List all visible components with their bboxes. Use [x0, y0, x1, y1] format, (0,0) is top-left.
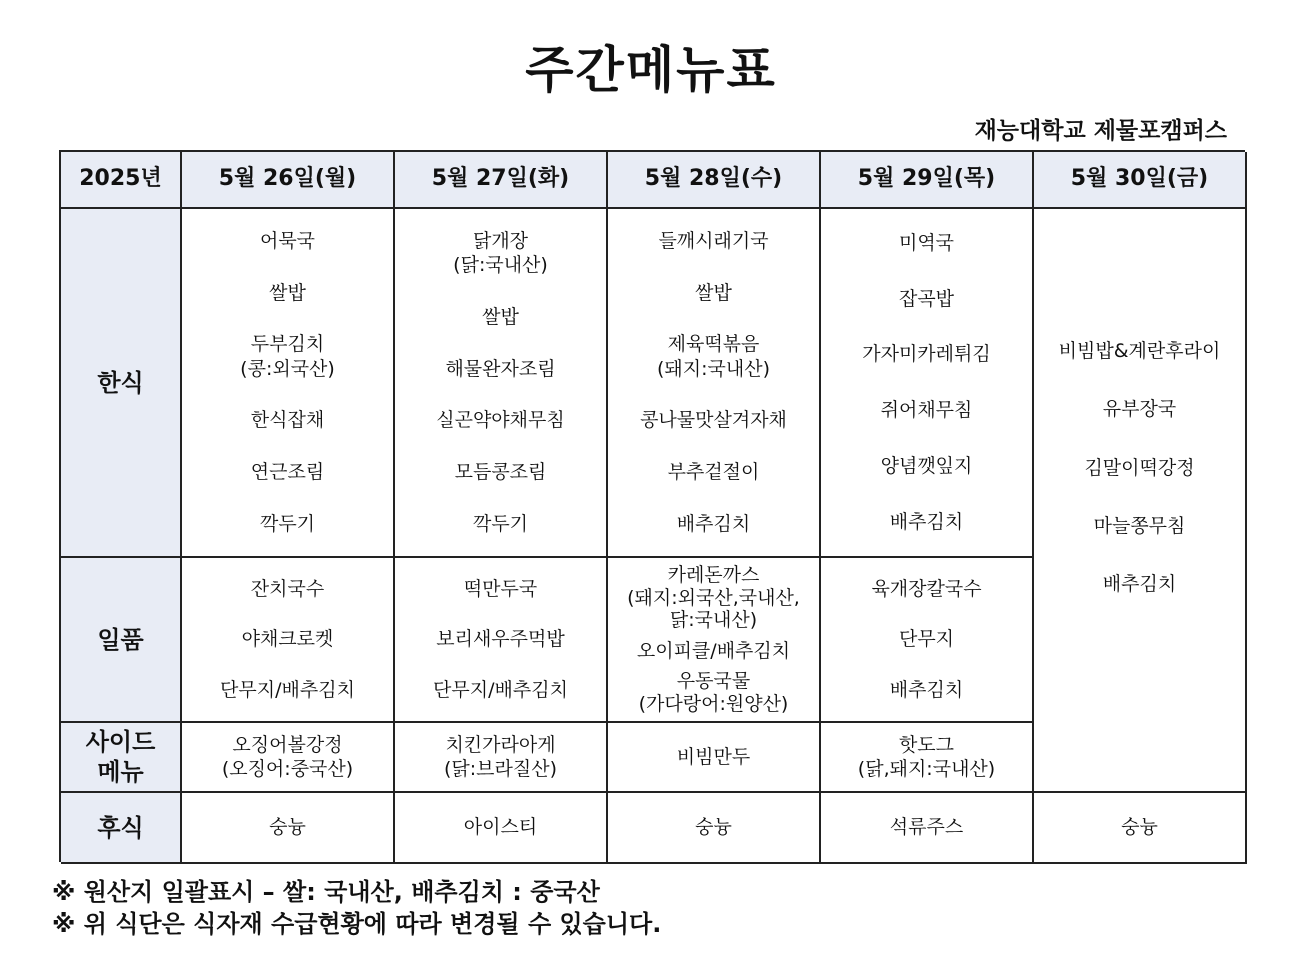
footnotes — [52, 876, 661, 940]
day-header-tue: 5월 27일(화) — [395, 152, 608, 209]
menu-item: 마늘쫑무침 — [1093, 514, 1186, 537]
menu-item: 배추김치 — [889, 510, 964, 533]
menu-item: 김말이떡강정 — [1084, 456, 1195, 479]
row-label-side: 사이드 메뉴 — [61, 723, 182, 793]
menu-item: 한식잡채 — [250, 409, 325, 432]
row-label-dessert: 후식 — [61, 793, 182, 864]
row-label-single: 일품 — [61, 558, 182, 723]
menu-item: 육개장칼국수 — [871, 578, 982, 600]
change-note: ※ 위 식단은 식자재 수급현황에 따라 변경될 수 있습니다. — [52, 910, 662, 938]
menu-item: 실곤약야채무침 — [436, 409, 565, 432]
menu-item: 미역국 — [898, 231, 955, 254]
row-label-korean: 한식 — [61, 209, 182, 558]
menu-item: 쥐어채무침 — [880, 399, 973, 422]
menu-item: 비빔밥&계란후라이 — [1058, 340, 1221, 362]
origin-note: ※ 원산지 일괄표시 – 쌀: 국내산, 배추김치 : 중국산 — [52, 878, 600, 906]
weekly-menu-table — [59, 150, 1245, 862]
day-header-fri: 5월 30일(금) — [1034, 152, 1247, 209]
menu-item: 오이피클/배추김치 — [636, 639, 791, 662]
dessert-tue: 아이스티 — [395, 793, 608, 864]
menu-item: 어묵국 — [259, 229, 316, 252]
menu-item: 들깨시래기국 — [658, 229, 769, 252]
menu-item: 닭개장 (닭:국내산) — [453, 229, 548, 277]
menu-item: 깍두기 — [472, 512, 529, 535]
korean-menu-mon — [182, 209, 395, 558]
menu-item: 두부김치 (콩:외국산) — [240, 333, 335, 380]
menu-item: 잡곡밥 — [898, 287, 955, 310]
menu-item: 콩나물맛살겨자채 — [640, 409, 787, 432]
menu-item: 쌀밥 — [695, 281, 732, 304]
menu-item: 모듬콩조림 — [454, 461, 547, 484]
side-menu-wed: 비빔만두 — [608, 723, 821, 793]
menu-item: 단무지 — [898, 628, 955, 651]
menu-item: 쌀밥 — [482, 305, 519, 328]
menu-item: 배추김치 — [1102, 573, 1177, 596]
day-header-wed: 5월 28일(수) — [608, 152, 821, 209]
korean-menu-wed — [608, 209, 821, 558]
side-menu-mon: 오징어볼강정 (오징어:중국산) — [182, 723, 395, 793]
menu-item: 잔치국수 — [250, 578, 325, 600]
menu-item: 부추겉절이 — [667, 461, 760, 484]
campus-name: 재능대학교 제물포캠퍼스 — [974, 118, 1227, 144]
menu-item: 쌀밥 — [269, 281, 306, 304]
day-header-mon: 5월 26일(월) — [182, 152, 395, 209]
single-menu-tue — [395, 558, 608, 723]
menu-item: 단무지/배추김치 — [220, 678, 355, 701]
dessert-thu: 석류주스 — [821, 793, 1034, 864]
menu-item: 해물완자조림 — [445, 357, 556, 380]
dessert-wed: 숭늉 — [608, 793, 821, 864]
single-menu-wed — [608, 558, 821, 723]
side-menu-thu: 핫도그 (닭,돼지:국내산) — [821, 723, 1034, 793]
menu-item: 우동국물 (가다랑어:원양산) — [638, 669, 789, 715]
year-header: 2025년 — [61, 152, 182, 209]
menu-item: 배추김치 — [889, 678, 964, 701]
menu-item: 깍두기 — [259, 512, 316, 535]
friday-menu — [1034, 209, 1247, 793]
menu-item: 가자미카레튀김 — [862, 343, 991, 366]
menu-item: 보리새우주먹밥 — [436, 628, 565, 651]
menu-item: 제육떡볶음 (돼지:국내산) — [657, 333, 770, 380]
dessert-mon: 숭늉 — [182, 793, 395, 864]
dessert-fri: 숭늉 — [1034, 793, 1247, 864]
side-menu-tue: 치킨가라아게 (닭:브라질산) — [395, 723, 608, 793]
korean-menu-thu — [821, 209, 1034, 558]
single-menu-thu — [821, 558, 1034, 723]
menu-item: 단무지/배추김치 — [433, 678, 568, 701]
menu-item: 떡만두국 — [463, 578, 538, 600]
menu-item: 카레돈까스 (돼지:외국산,국내산, 닭:국내산) — [627, 563, 800, 632]
korean-menu-tue — [395, 209, 608, 558]
single-menu-mon — [182, 558, 395, 723]
day-header-thu: 5월 29일(목) — [821, 152, 1034, 209]
menu-item: 야채크로켓 — [241, 628, 334, 651]
page-title: 주간메뉴표 — [525, 41, 777, 99]
menu-item: 유부장국 — [1102, 398, 1177, 421]
menu-item: 양념깻잎지 — [880, 455, 973, 478]
menu-item: 연근조림 — [250, 461, 325, 484]
menu-item: 배추김치 — [676, 512, 751, 535]
